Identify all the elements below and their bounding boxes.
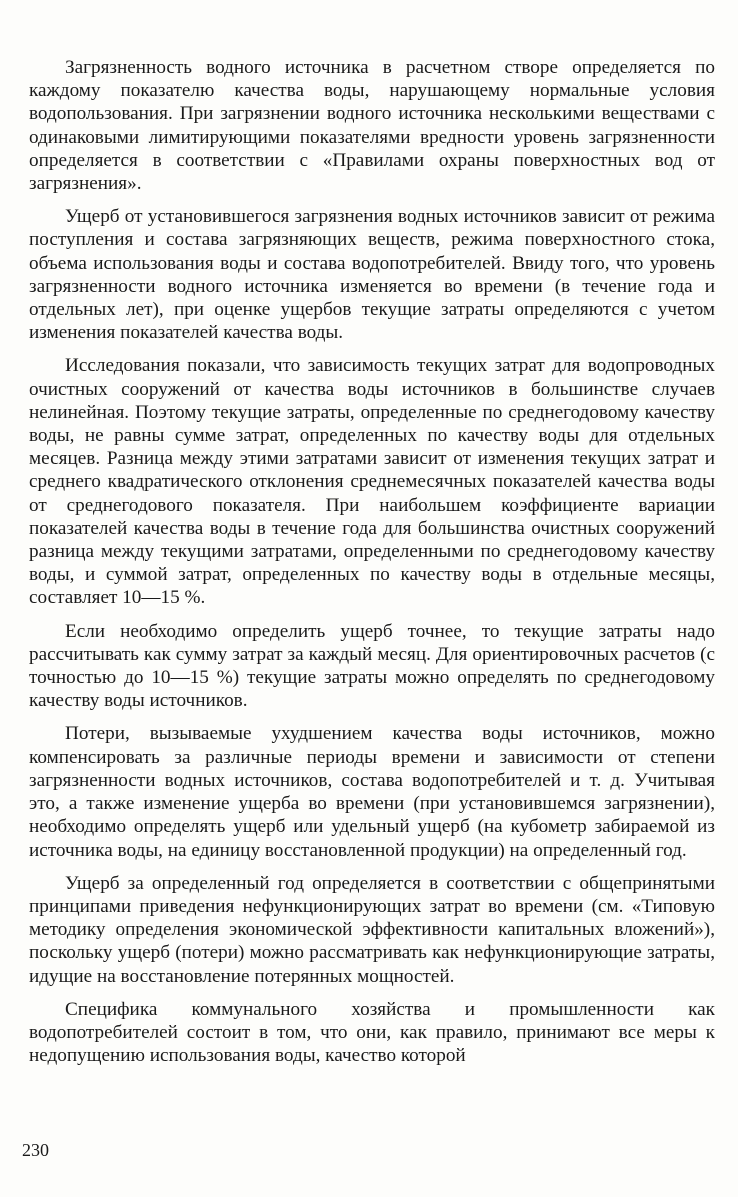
paragraph-4: Если необходимо определить ущерб точнее, то текущие затраты надо рассчитывать как сумму затрат за каждый месяц. Для ориентировочных расчетов (с точностью до 10—15 %) текущие затраты можно определять по среднегодовому качеству воды источников. (29, 620, 715, 712)
paragraph-3: Исследования показали, что зависимость текущих затрат для водопроводных очистных сооружений от качества воды источников в большинстве случаев нелинейная. Поэтому текущие затраты, определенные по среднегодовому качеству воды, не равны сумме затрат, определенных по качеству воды для отдельных месяцев. Разница между этими затратами зависит от изменения текущих затрат и среднего квадратического отклонения среднемесячных показателей качества воды от среднегодового показателя. При наибольшем коэффициенте вариации показателей качества воды в течение года для большинства очистных сооружений разница между текущими затратами, определенными по среднегодовому качеству воды, и суммой затрат, определенных по качеству воды в отдельные месяцы, составляет 10—15 %. (29, 355, 715, 609)
paragraph-5: Потери, вызываемые ухудшением качества воды источников, можно компенсировать за различные периоды времени и зависимости от степени загрязненности водных источников, состава водопотребителей и т. д. Учитывая это, а также изменение ущерба во времени (при установившемся загрязнении), необходимо определять ущерб или удельный ущерб (на кубометр забираемой из источника воды, на единицу восстановленной продукции) на определенный год. (29, 723, 715, 861)
page-number: 230 (22, 1140, 49, 1160)
paragraph-7: Специфика коммунального хозяйства и промышленности как водопотребителей состоит в том, что они, как правило, принимают все меры к недопущению использования воды, качество которой (29, 998, 715, 1067)
paragraph-6: Ущерб за определенный год определяется в соответствии с общепринятыми принципами приведения нефункционирующих затрат во времени (см. «Типовую методику определения экономической эффективности капитальных вложений»), поскольку ущерб (потери) можно рассматривать как нефункционирующие затраты, идущие на восстановление потерянных мощностей. (29, 872, 715, 987)
paragraph-2: Ущерб от установившегося загрязнения водных источников зависит от режима поступления и состава загрязняющих веществ, режима поверхностного стока, объема использования воды и состава водопотребителей. Ввиду того, что уровень загрязненности водного источника изменяется во времени (в течение года и отдельных лет), при оценке ущербов текущие затраты определяются с учетом изменения показателей качества воды. (29, 206, 715, 344)
paragraph-1: Загрязненность водного источника в расчетном створе определяется по каждому показателю качества воды, нарушающему нормальные условия водопользования. При загрязнении водного источника несколькими веществами с одинаковыми лимитирующими показателями вредности уровень загрязненности определяется в соответствии с «Правилами охраны поверхностных вод от загрязнения». (29, 57, 715, 195)
body-text (29, 56, 715, 1067)
